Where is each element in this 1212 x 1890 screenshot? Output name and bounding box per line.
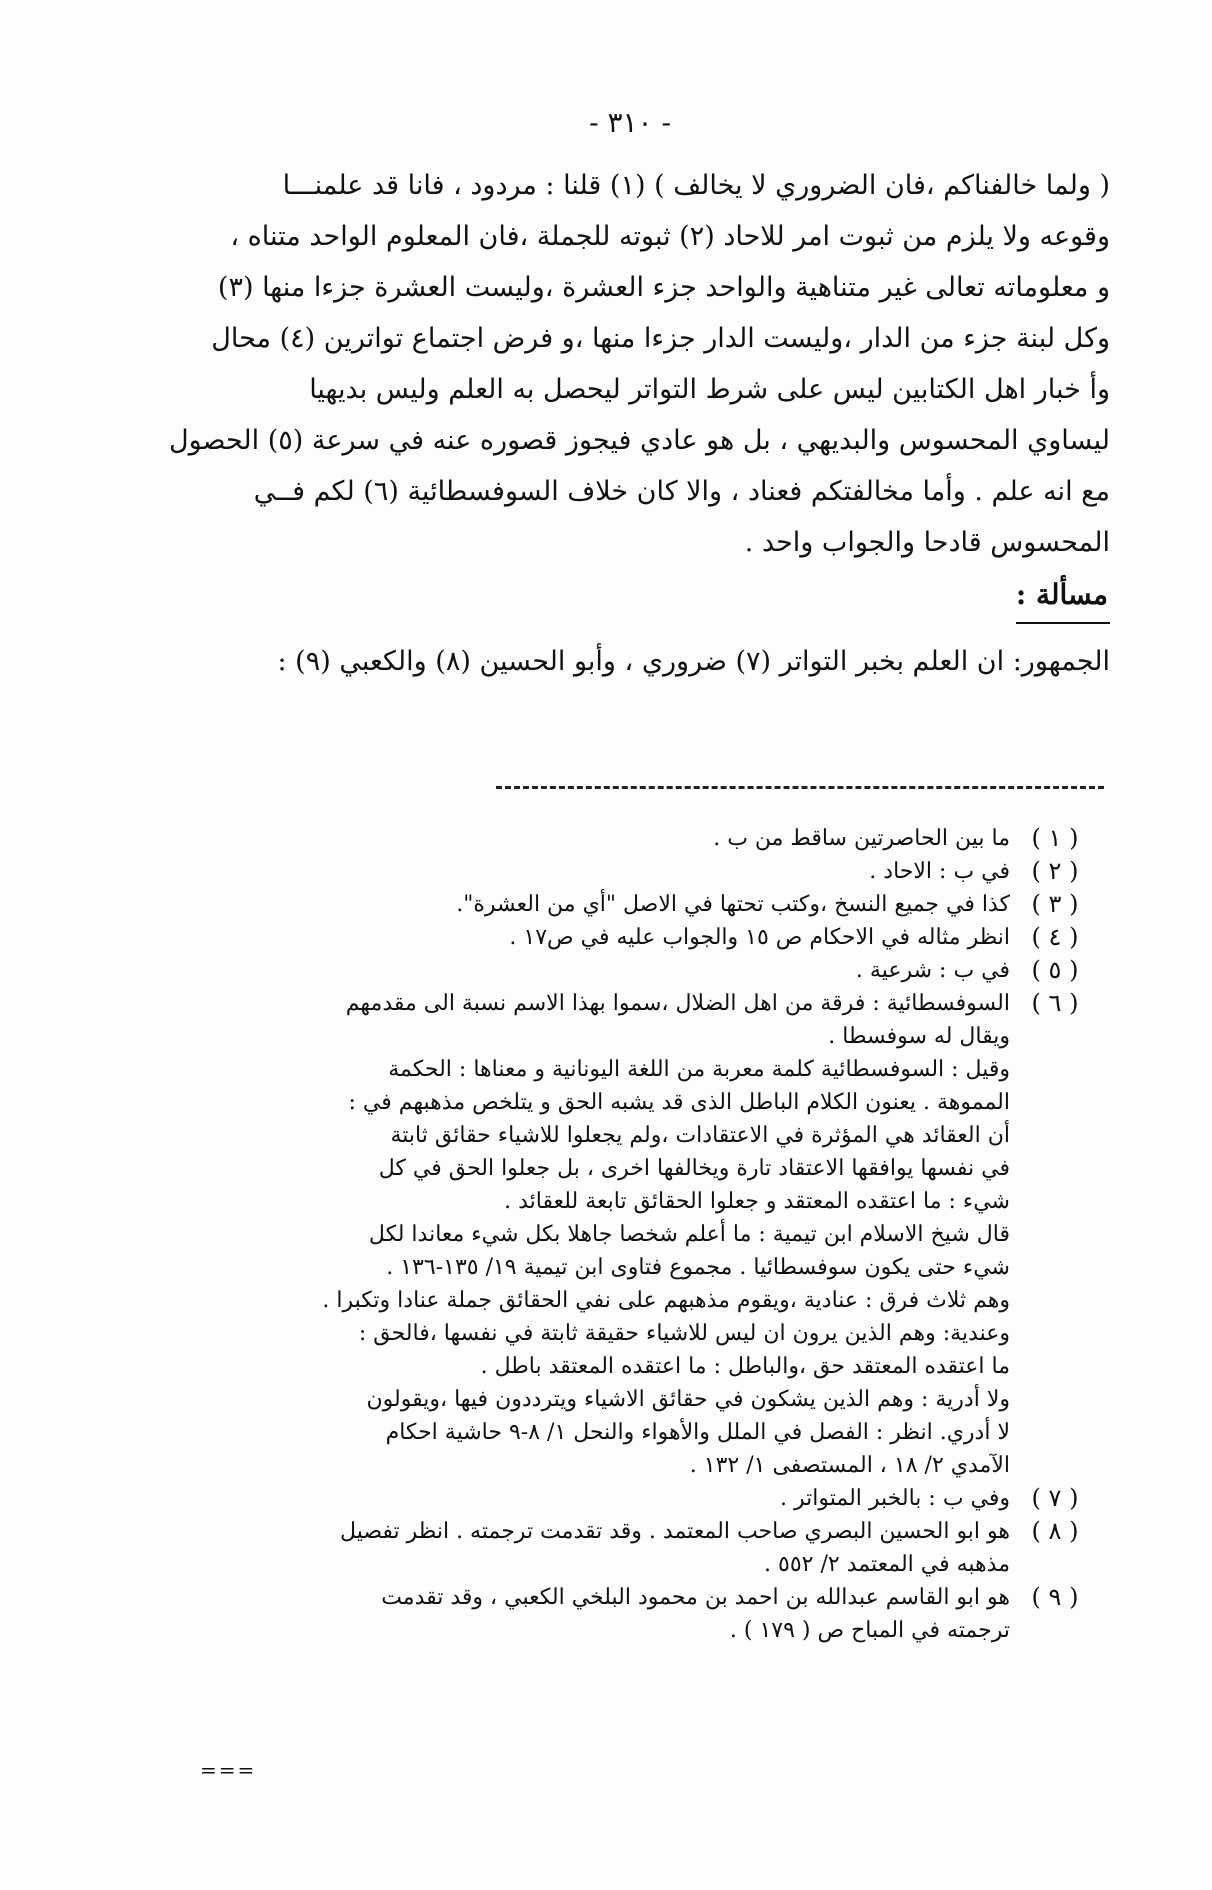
main-text <box>150 160 1110 692</box>
main-line: و معلوماته تعالى غير متناهية والواحد جزء العشرة ،وليست العشرة جزءا منها (٣) <box>217 272 1110 303</box>
footnote <box>130 954 1100 987</box>
footnote-body <box>130 855 1010 888</box>
footnote <box>130 1482 1100 1515</box>
footnote-body <box>130 1482 1010 1515</box>
footnotes <box>130 822 1100 1647</box>
jumhur-line: الجمهور: ان العلم بخبر التواتر (٧) ضروري ، وأبو الحسين (٨) والكعبي (٩) : <box>277 646 1110 677</box>
footnote-line: السوفسطائية : فرقة من اهل الضلال ،سموا بهذا الاسم نسبة الى مقدمهم <box>345 991 1010 1016</box>
main-line: المحسوس قادحا والجواب واحد . <box>744 527 1110 558</box>
footnote-body <box>130 987 1010 1482</box>
main-line: وقوعه ولا يلزم من ثبوت امر للاحاد (٢) ثبوته للجملة ،فان المعلوم الواحد متناه ، <box>230 221 1110 252</box>
footnote <box>130 822 1100 855</box>
footnote-line: وهم ثلاث فرق : عنادية ،ويقوم مذهبهم على نفي الحقائق جملة عنادا وتكبرا . <box>322 1288 1010 1313</box>
footnote-body <box>130 822 1010 855</box>
footnote-line: وقيل : السوفسطائية كلمة معربة من اللغة اليونانية و معناها : الحكمة <box>388 1057 1010 1082</box>
footnote <box>130 1515 1100 1581</box>
main-line: ( ولما خالفناكم ،فان الضروري لا يخالف ) (١) قلنا : مردود ، فانا قد علمنـــا <box>282 170 1110 201</box>
footnote-line: مذهبه في المعتمد ٢/ ٥٥٢ . <box>764 1552 1010 1577</box>
footnote-body <box>130 1581 1010 1647</box>
heading-wrap <box>150 568 1110 632</box>
page-number: - ٣١٠ - <box>589 106 671 139</box>
footnote-number: ( ٧ ) <box>1031 1484 1079 1512</box>
footnote <box>130 987 1100 1482</box>
footnote-line: قال شيخ الاسلام ابن تيمية : ما أعلم شخصا جاهلا بكل شيء معاندا لكل <box>368 1222 1010 1247</box>
footnote-line: ما اعتقده المعتقد حق ،والباطل : ما اعتقده المعتقد باطل . <box>480 1354 1010 1379</box>
main-line: ليساوي المحسوس والبديهي ، بل هو عادي فيجوز قصوره عنه في سرعة (٥) الحصول <box>168 425 1110 456</box>
footnote-body <box>130 921 1010 954</box>
footnote-line: ويقال له سوفسطا . <box>828 1024 1010 1049</box>
footnote-separator <box>496 786 1104 789</box>
footnote <box>130 888 1100 921</box>
footnote-line: شيء : ما اعتقده المعتقد و جعلوا الحقائق تابعة للعقائد . <box>504 1189 1010 1214</box>
end-mark: === <box>200 1758 257 1782</box>
footnote-body <box>130 888 1010 921</box>
footnote-line: وفي ب : بالخبر المتواتر . <box>780 1486 1010 1511</box>
footnote <box>130 1581 1100 1647</box>
footnote-number: ( ٣ ) <box>1031 890 1079 918</box>
footnote-body <box>130 954 1010 987</box>
footnote-line: في ب : شرعية . <box>855 958 1010 983</box>
footnote-line: كذا في جميع النسخ ،وكتب تحتها في الاصل "أي من العشرة". <box>456 892 1010 917</box>
footnote-line: لا أدري. انظر : الفصل في الملل والأهواء والنحل ١/ ٨-٩ حاشية احكام <box>385 1420 1010 1445</box>
main-line: مع انه علم . وأما مخالفتكم فعناد ، والا كان خلاف السوفسطائية (٦) لكم فــي <box>253 476 1110 507</box>
footnote-line: هو ابو الحسين البصري صاحب المعتمد . وقد تقدمت ترجمته . انظر تفصيل <box>340 1519 1010 1544</box>
main-line: وكل لبنة جزء من الدار ،وليست الدار جزءا منها ،و فرض اجتماع تواترين (٤) محال <box>211 323 1110 354</box>
footnote-line: انظر مثاله في الاحكام ص ١٥ والجواب عليه في ص١٧ . <box>509 925 1010 950</box>
footnote-line: في ب : الاحاد . <box>869 859 1010 884</box>
footnote-line: ولا أدرية : وهم الذين يشكون في حقائق الاشياء ويترددون فيها ،ويقولون <box>366 1387 1010 1412</box>
footnote-line: هو ابو القاسم عبدالله بن احمد بن محمود البلخي الكعبي ، وقد تقدمت <box>381 1585 1010 1610</box>
footnote-body <box>130 1515 1010 1581</box>
footnote-line: أن العقائد هي المؤثرة في الاعتقادات ،ولم يجعلوا للاشياء حقائق ثابتة <box>390 1123 1010 1148</box>
footnote-number: ( ٥ ) <box>1031 956 1079 984</box>
footnote-number: ( ٦ ) <box>1031 989 1079 1017</box>
footnote-line: ترجمته في المباح ص ( ١٧٩ ) . <box>729 1618 1010 1643</box>
footnote-number: ( ٤ ) <box>1031 923 1079 951</box>
footnote-line: المموهة . يعنون الكلام الباطل الذى قد يشبه الحق و يتلخص مذهبهم في : <box>348 1090 1010 1115</box>
footnote-number: ( ٩ ) <box>1031 1583 1079 1611</box>
footnote <box>130 855 1100 888</box>
main-line: وأ خبار اهل الكتابين ليس على شرط التواتر ليحصل به العلم وليس بديهيا <box>309 374 1110 405</box>
footnote-line: الآمدي ٢/ ١٨ ، المستصفى ١/ ١٣٢ . <box>689 1453 1010 1478</box>
footnote-line: وعندية: وهم الذين يرون ان ليس للاشياء حقيقة ثابتة في نفسها ،فالحق : <box>358 1321 1010 1346</box>
footnote-number: ( ٢ ) <box>1031 857 1079 885</box>
footnote-number: ( ١ ) <box>1031 824 1079 852</box>
footnote-number: ( ٨ ) <box>1031 1517 1079 1545</box>
footnote-line: شيء حتى يكون سوفسطائيا . مجموع فتاوى ابن تيمية ١٩/ ١٣٥-١٣٦ . <box>386 1255 1010 1280</box>
footnote-line: ما بين الحاصرتين ساقط من ب . <box>713 826 1010 851</box>
footnote <box>130 921 1100 954</box>
section-heading: مسألة : <box>1016 568 1110 624</box>
footnote-line: في نفسها يوافقها الاعتقاد تارة ويخالفها اخرى ، بل جعلوا الحق في كل <box>378 1156 1010 1181</box>
